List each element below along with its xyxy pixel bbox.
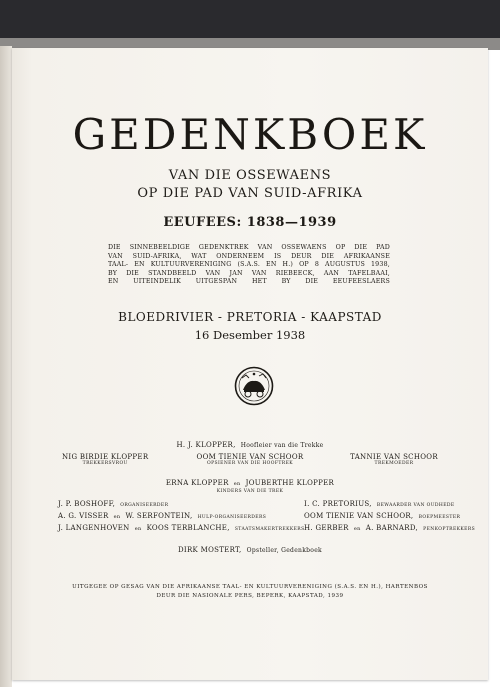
credit-name: KOOS TERBLANCHE,: [146, 524, 230, 532]
credit-name: NIG BIRDIE KLOPPER: [62, 453, 149, 461]
compiler-role: Opsteller, Gedenkboek: [246, 547, 322, 554]
credit-name: JOUBERTHE KLOPPER: [245, 479, 335, 487]
credit-role: STAATSMAKERTREKKERS: [234, 527, 305, 532]
publisher-line-2: DEUR DIE NASIONALE PERS, BEPERK, KAAPSTAD, 1939: [156, 593, 344, 599]
leader-line: [12, 432, 488, 451]
paragraph-line: BY DIE STANDBEELD VAN JAN VAN RIEBEECK, AAN TAFELBAAI,: [108, 269, 390, 277]
credit-name: W. SERFONTEIN,: [125, 512, 193, 520]
credit-role: ORGANISEERDER: [120, 503, 169, 508]
credit-role: HULP-ORGANISEERDERS: [197, 515, 267, 520]
paragraph-line: EN UITEINDELIK UITGESPAN HET BY DIE EEUFEESLAERS: [108, 278, 390, 286]
credit-name: I. C. PRETORIUS,: [304, 500, 372, 508]
credit-conj: en: [353, 526, 361, 532]
paragraph-line: VAN SUID-AFRIKA, WAT ONDERNEEM IS DEUR DIE AFRIKAANSE: [108, 252, 390, 260]
places-line: BLOEDRIVIER - PRETORIA - KAAPSTAD: [118, 310, 382, 324]
compiler-name: DIRK MOSTERT,: [178, 546, 242, 554]
credit-name: ERNA KLOPPER: [165, 479, 229, 487]
staff-right-3: [304, 515, 475, 534]
book-edge: [0, 46, 12, 687]
credit-role: KINDERS VAN DIE TREK: [216, 489, 284, 494]
subtitle-line-1: VAN DIE OSSEWAENS: [168, 168, 332, 183]
credit-role: OPSIENER VAN DIE HOOFTREK: [206, 461, 294, 466]
credit-role: BEWAARDER VAN OUDHEDE: [376, 503, 455, 508]
date-line: 16 Desember 1938: [194, 328, 306, 342]
subtitle-line-2: OP DIE PAD VAN SUID-AFRIKA: [137, 186, 363, 201]
credit-name: A. G. VISSER: [58, 512, 109, 520]
credit-role: PENKOPTREKKERS: [423, 527, 476, 532]
credit-conj: en: [134, 526, 142, 532]
title-page: [12, 48, 488, 680]
paragraph-line: DIE SINNEBEELDIGE GEDENKTREK VAN OSSEWAENS OP DIE PAD: [108, 244, 390, 251]
credit-role: TREKKERSVROU: [82, 461, 128, 466]
credit-conj: en: [233, 481, 241, 487]
credit-name: TANNIE VAN SCHOOR: [350, 453, 438, 461]
wagon-emblem-icon: [234, 366, 274, 406]
credit-name: J. P. BOSHOFF,: [58, 500, 116, 508]
credit-role: TREKMOEDER: [374, 461, 414, 466]
staff-left-3: [58, 515, 305, 534]
compiler-line: [12, 537, 488, 556]
centenary-heading: EEUFEES: 1838—1939: [163, 215, 337, 230]
leader-name: H. J. KLOPPER,: [176, 441, 236, 449]
credit-conj: en: [113, 514, 121, 520]
leader-role: Hoofleier van die Trekke: [240, 442, 324, 449]
credit-name: H. GERBER: [304, 524, 349, 532]
credit-role: BOEPMEESTER: [418, 515, 461, 520]
description-paragraph: [108, 244, 390, 287]
credit-right: [334, 453, 454, 466]
credit-name: J. LANGENHOVEN: [58, 524, 130, 532]
credit-name: OOM TIENIE VAN SCHOOR: [196, 453, 304, 461]
credit-name: A. BARNARD,: [365, 524, 419, 532]
credit-name: OOM TIENIE VAN SCHOOR,: [304, 512, 414, 520]
paragraph-line: TAAL- EN KULTUURVERENIGING (S.A.S. EN H.) OP 8 AUGUSTUS 1938,: [108, 261, 390, 269]
page-title: GEDENKBOEK: [72, 110, 428, 159]
publisher-line-1: UITGEGEE OP GESAG VAN DIE AFRIKAANSE TAAL- EN KULTUURVERENIGING (S.A.S. EN H.), HARTENBOS: [72, 584, 428, 590]
